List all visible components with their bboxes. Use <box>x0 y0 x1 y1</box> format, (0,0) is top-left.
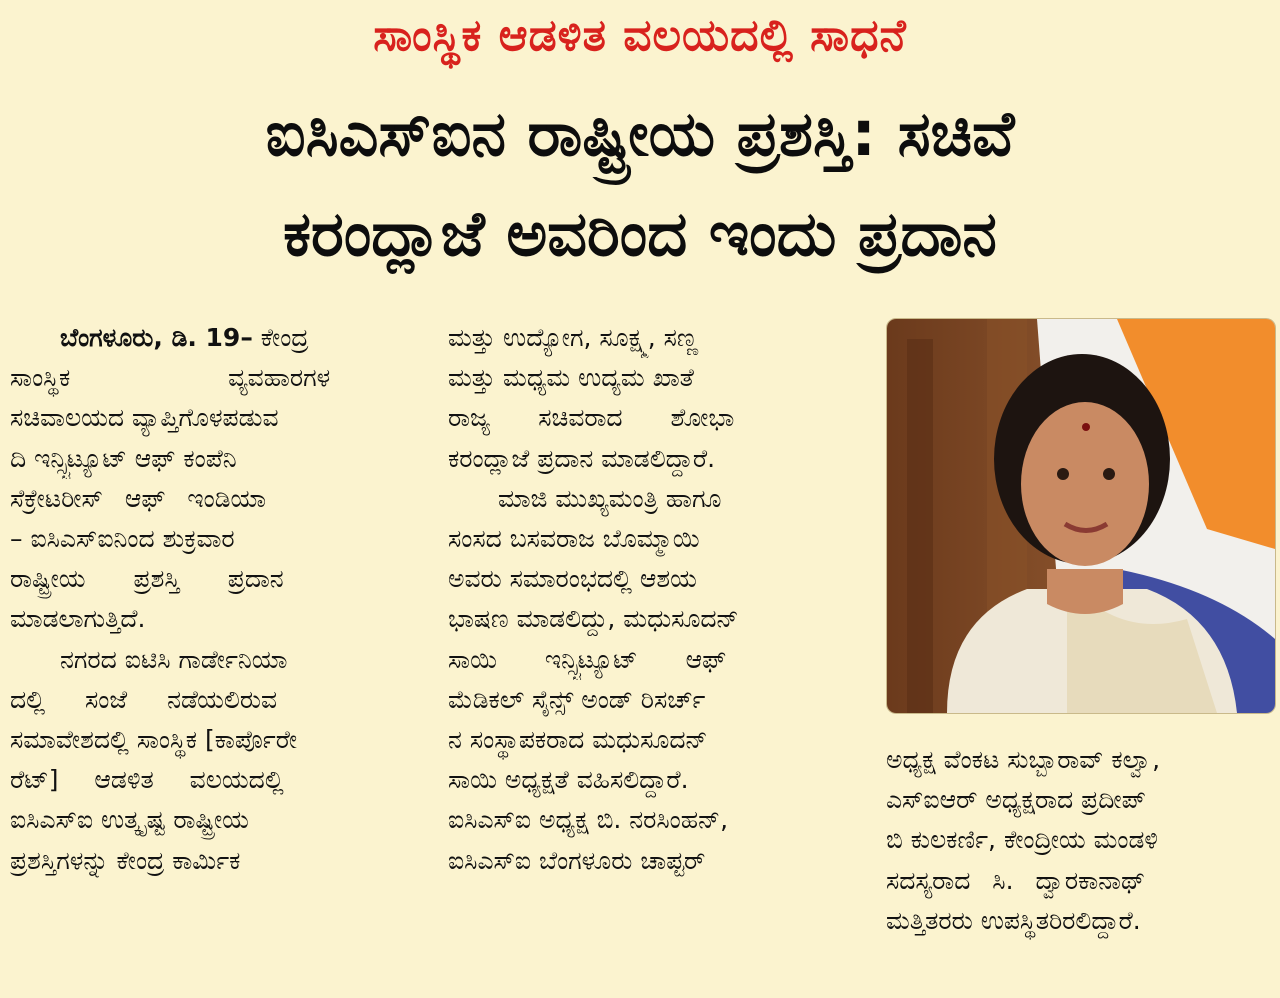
portrait-photo <box>886 318 1276 714</box>
article-line: ನಗರದ ಐಟಿಸಿ ಗಾರ್ಡೇನಿಯಾ <box>60 644 288 674</box>
article-line: ಎಸ್‌ಐಆರ್ ಅಧ್ಯಕ್ಷರಾದ ಪ್ರದೀಪ್ <box>886 785 1146 815</box>
headline-line-2: ಕರಂದ್ಲಾಜೆ ಅವರಿಂದ ಇಂದು ಪ್ರದಾನ <box>283 197 997 270</box>
article-line: ಐಸಿಎಸ್‌ಐ ಅಧ್ಯಕ್ಷ ಬಿ. ನರಸಿಂಹನ್, <box>448 805 729 835</box>
article-line: ಮಾಜಿ ಮುಖ್ಯಮಂತ್ರಿ ಹಾಗೂ <box>498 483 722 513</box>
article-line: ದಿ ಇನ್ಸ್ಟಿಟ್ಯೂಟ್ ಆಫ್ ಕಂಪೆನಿ <box>10 443 237 473</box>
article-line: ಬಿ ಕುಲಕರ್ಣಿ, ಕೇಂದ್ರೀಯ ಮಂಡಳಿ <box>886 825 1159 855</box>
article-column-2 <box>448 318 830 881</box>
article-line: ಕರಂದ್ಲಾಜೆ ಪ್ರದಾನ ಮಾಡಲಿದ್ದಾರೆ. <box>448 443 716 473</box>
article-line: ಅವರು ಸಮಾರಂಭದಲ್ಲಿ ಆಶಯ <box>448 564 697 594</box>
article-line: ಸೆಕ್ರೇಟರೀಸ್ ಆಫ್ ಇಂಡಿಯಾ <box>10 483 267 513</box>
article-line: ಐಸಿಎಸ್‌ಐ ಉತ್ಕೃಷ್ಟ ರಾಷ್ಟ್ರೀಯ <box>10 805 249 835</box>
article-line: – ಐಸಿಎಸ್‌ಐನಿಂದ ಶುಕ್ರವಾರ <box>10 524 235 554</box>
article-line: ಮತ್ತು ಉದ್ಯೋಗ, ಸೂಕ್ಷ್ಮ, ಸಣ್ಣ <box>448 323 699 352</box>
article-line: ಸಾಯಿ ಇನ್ಸ್ಟಿಟ್ಯೂಟ್ ಆಫ್ <box>448 644 727 674</box>
article-line: ಸಮಾವೇಶದಲ್ಲಿ ಸಾಂಸ್ಥಿಕ [ಕಾರ್ಪೊರೇ <box>10 725 298 755</box>
article-line: ಮಾಡಲಾಗುತ್ತಿದೆ. <box>10 604 146 634</box>
portrait-illustration <box>887 319 1275 713</box>
article-line: ಸಾಂಸ್ಥಿಕ ವ್ಯವಹಾರಗಳ <box>10 363 331 393</box>
article-line: ಬೆಂಗಳೂರು, ಡಿ. 19– ಕೇಂದ್ರ <box>60 323 309 352</box>
article-line: ರೆಟ್] ಆಡಳಿತ ವಲಯದಲ್ಲಿ <box>10 765 284 795</box>
headline-line-1: ಐಸಿಎಸ್‌ಐನ ರಾಷ್ಟ್ರೀಯ ಪ್ರಶಸ್ತಿ: ಸಚಿವೆ <box>265 97 1015 170</box>
article-line: ಮತ್ತು ಮಧ್ಯಮ ಉದ್ಯಮ ಖಾತೆ <box>448 363 694 393</box>
article-line: ಮತ್ತಿತರರು ಉಪಸ್ಥಿತರಿರಲಿದ್ದಾರೆ. <box>886 905 1141 935</box>
headline <box>40 84 1240 284</box>
article-line: ಸಾಯಿ ಅಧ್ಯಕ್ಷತೆ ವಹಿಸಲಿದ್ದಾರೆ. <box>448 765 689 795</box>
article-line: ಸಚಿವಾಲಯದ ವ್ಯಾಪ್ತಿಗೊಳಪಡುವ <box>10 403 279 433</box>
dateline: ಬೆಂಗಳೂರು, ಡಿ. 19– <box>60 323 253 352</box>
article-line: ದಲ್ಲಿ ಸಂಜೆ ನಡೆಯಲಿರುವ <box>10 684 278 714</box>
article-line: ಮೆಡಿಕಲ್ ಸೈನ್ಸ್ ಅಂಡ್ ರಿಸರ್ಚ್ <box>448 684 706 714</box>
article-line: ಅಧ್ಯಕ್ಷ ವೆಂಕಟ ಸುಬ್ಬಾರಾವ್ ಕಲ್ವಾ, <box>886 745 1161 774</box>
article-line: ರಾಷ್ಟ್ರೀಯ ಪ್ರಶಸ್ತಿ ಪ್ರದಾನ <box>10 564 284 594</box>
article-column-1 <box>10 318 395 881</box>
article-line: ನ ಸಂಸ್ಥಾಪಕರಾದ ಮಧುಸೂದನ್ <box>448 725 708 755</box>
article-line: ರಾಜ್ಯ ಸಚಿವರಾದ ಶೋಭಾ <box>448 403 735 433</box>
article-line: ಸಂಸದ ಬಸವರಾಜ ಬೊಮ್ಮಾಯಿ <box>448 524 700 554</box>
article-line: ಸದಸ್ಯರಾದ ಸಿ. ದ್ವಾರಕಾನಾಥ್ <box>886 865 1146 895</box>
kicker-title: ಸಾಂಸ್ಥಿಕ ಆಡಳಿತ ವಲಯದಲ್ಲಿ ಸಾಧನೆ <box>373 10 907 61</box>
article-line: ಪ್ರಶಸ್ತಿಗಳನ್ನು ಕೇಂದ್ರ ಕಾರ್ಮಿಕ <box>10 845 241 875</box>
article-line: ಐಸಿಎಸ್‌ಐ ಬೆಂಗಳೂರು ಚಾಪ್ಟರ್ <box>448 845 706 875</box>
article-line: ಭಾಷಣ ಮಾಡಲಿದ್ದು, ಮಧುಸೂದನ್ <box>448 604 739 634</box>
article-column-3 <box>886 740 1272 941</box>
